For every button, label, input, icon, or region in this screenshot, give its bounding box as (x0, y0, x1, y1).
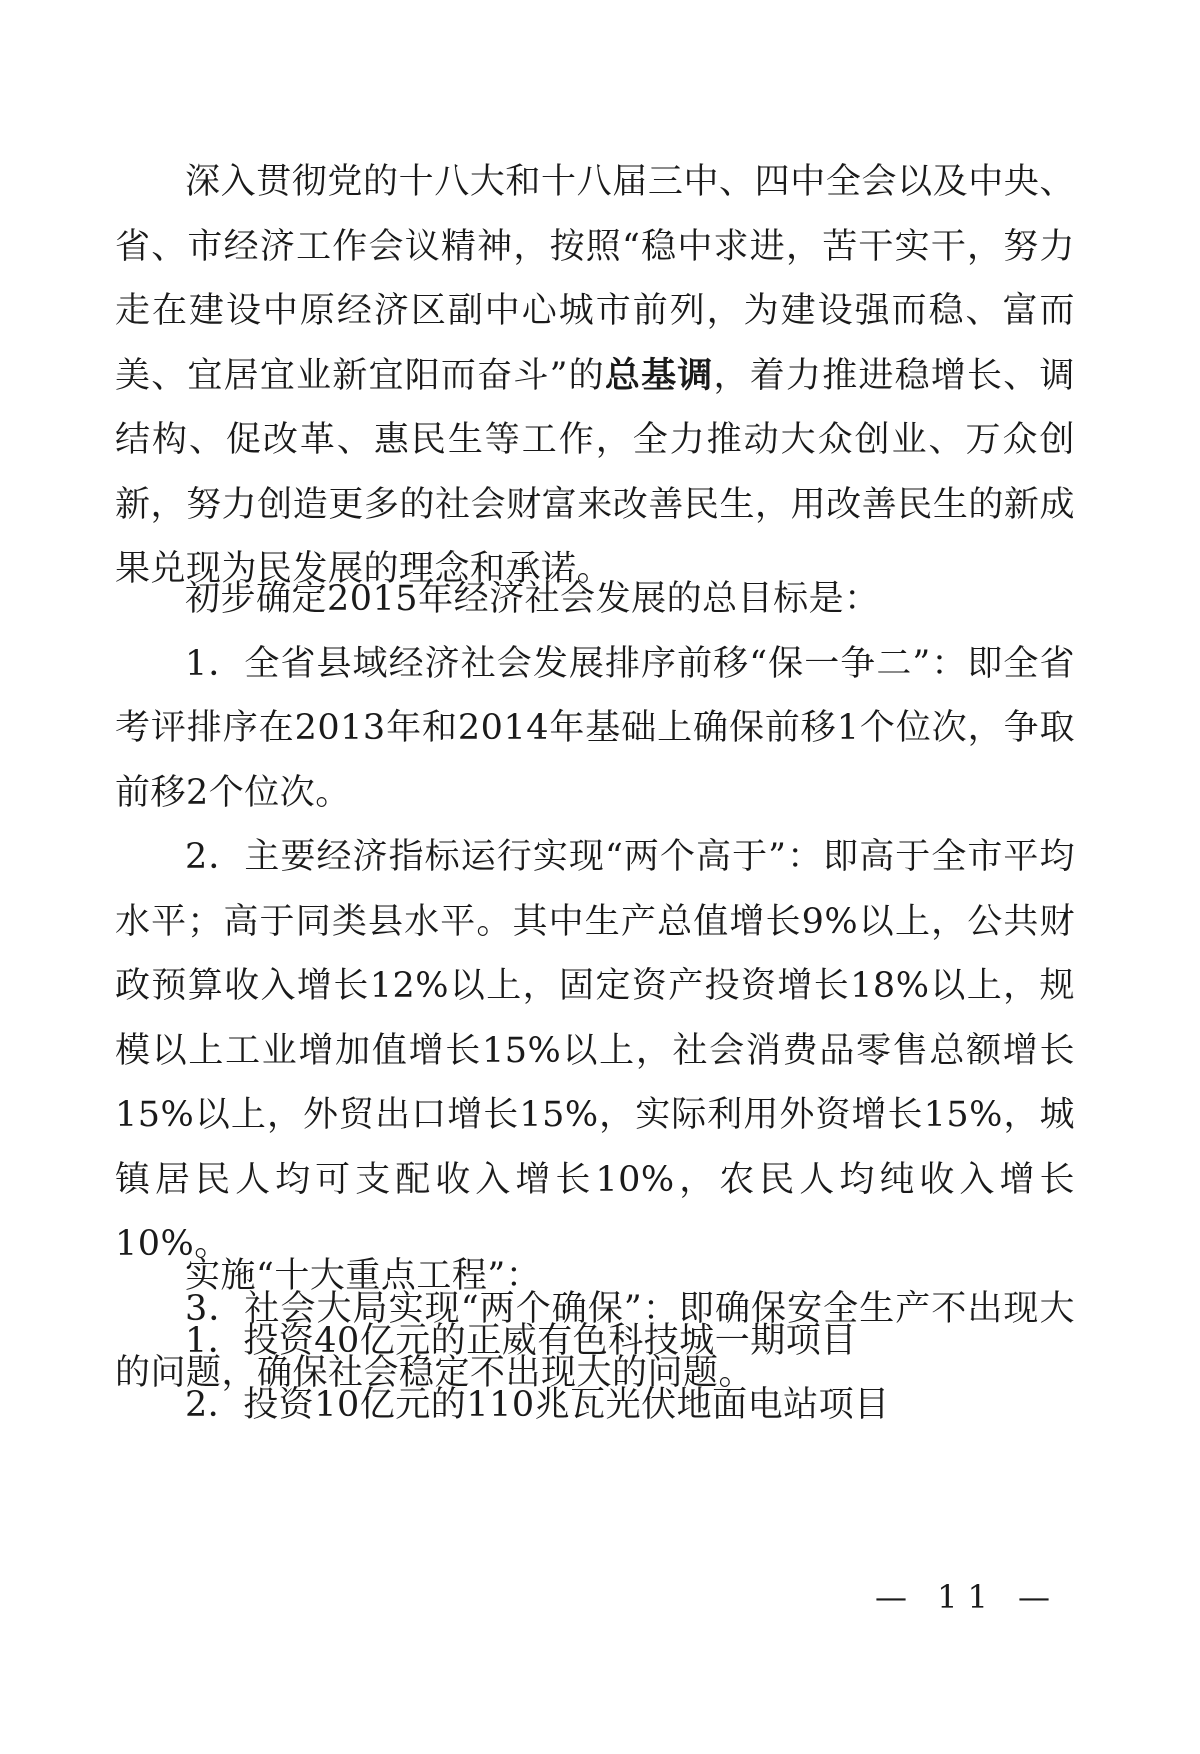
page-number: — 11 — (874, 1578, 1060, 1616)
intro-emphasis: 总基调 (604, 354, 714, 396)
goal-2-paragraph: 2．主要经济指标运行实现“两个高于”：即高于全市平均水平；高于同类县水平。其中生产总值增长9%以上，公共财政预算收入增长12%以上，固定资产投资增长18%以上，规模以上工业增加值增长15%以上，社会消费品零售总额增长15%以上，外贸出口增长15%，实际利用外资增长15%，城镇居民人均可支配收入增长10%，农民人均纯收入增长10%。 (115, 837, 1075, 1264)
goals-heading: 初步确定2015年经济社会发展的总目标是： (185, 579, 880, 619)
intro-text-before: 深入贯彻党的十八大和十八届三中、四中全会以及中央、省、市经济工作会议精神，按照“稳中求进，苦干实干，努力走在建设中原经济区副中心城市前列，为建设强而稳、富而美、宜居宜业新宜阳而奋斗”的 (115, 162, 1075, 396)
goal-1-paragraph: 1．全省县域经济社会发展排序前移“保一争二”：即全省考评排序在2013年和2014年基础上确保前移1个位次，争取前移2个位次。 (115, 643, 1075, 813)
intro-text-after: ，着力推进稳增长、调结构、促改革、惠民生等工作，全力推动大众创业、万众创新，努力创造更多的社会财富来改善民生，用改善民生的新成果兑现为民发展的理念和承诺。 (115, 355, 1075, 589)
project-2-item: 2．投资10亿元的110兆瓦光伏地面电站项目 (185, 1385, 890, 1425)
project-1-item: 1．投资40亿元的正威有色科技城一期项目 (185, 1320, 857, 1361)
intro-paragraph (115, 150, 1075, 602)
projects-heading: 实施“十大重点工程”： (185, 1256, 542, 1296)
intro-section (115, 150, 1075, 602)
projects-section (115, 1244, 1075, 1438)
goal-3-paragraph: 3．社会大局实现“两个确保”：即确保安全生产不出现大的问题，确保社会稳定不出现大的问题。 (115, 1288, 1075, 1393)
